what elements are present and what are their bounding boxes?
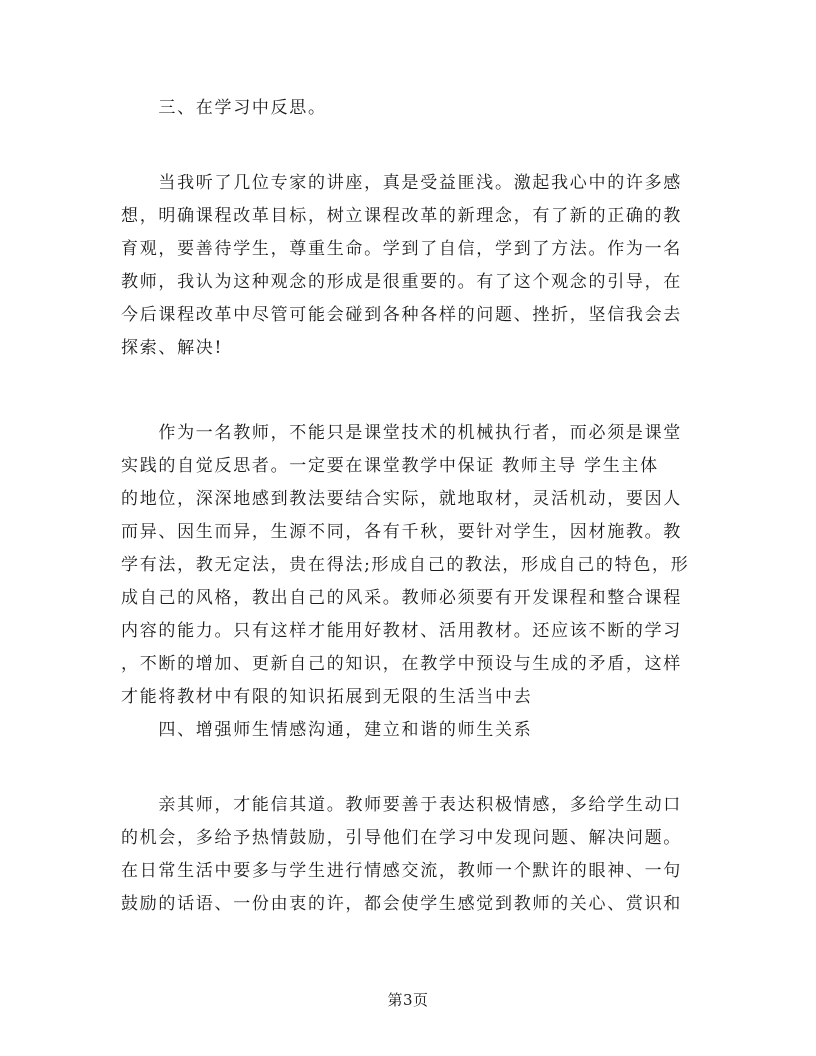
paragraph-line: 而异、因生而异，生源不同，各有千秋，要针对学生，因材施教。教 (121, 522, 682, 542)
paragraph-line: 作为一名教师，不能只是课堂技术的机械执行者，而必须是课堂 (121, 423, 682, 443)
section-heading-4: 四、增强师生情感沟通，建立和谐的师生关系 (121, 720, 533, 740)
paragraph-line: 的地位，深深地感到教法要结合实际，就地取材，灵活机动，要因人 (121, 489, 682, 509)
paragraph-line: 内容的能力。只有这样才能用好教材、活用教材。还应该不断的学习 (121, 621, 682, 641)
section-heading-3: 三、在学习中反思。 (121, 98, 327, 118)
paragraph-line: 学有法，教无定法，贵在得法;形成自己的教法，形成自己的特色，形 (121, 555, 690, 575)
paragraph-line: 教师，我认为这种观念的形成是很重要的。有了这个观念的引导，在 (121, 272, 682, 292)
paragraph-line: 亲其师，才能信其道。教师要善于表达积极情感，多给学生动口 (121, 795, 682, 815)
paragraph-line: 想，明确课程改革目标，树立课程改革的新理念，有了新的正确的教 (121, 206, 682, 226)
paragraph-line: 才能将教材中有限的知识拓展到无限的生活当中去 (121, 687, 533, 707)
paragraph-line: 今后课程改革中尽管可能会碰到各种各样的问题、挫折，坚信我会去 (121, 305, 682, 325)
paragraph-line: 成自己的风格，教出自己的风采。教师必须要有开发课程和整合课程 (121, 588, 682, 608)
paragraph-line: 在日常生活中要多与学生进行情感交流，教师一个默许的眼神、一句 (121, 861, 682, 881)
paragraph-line: ，不断的增加、更新自己的知识，在教学中预设与生成的矛盾，这样 (121, 654, 682, 674)
paragraph-line: 育观，要善待学生，尊重生命。学到了自信，学到了方法。作为一名 (121, 239, 682, 259)
paragraph-line: 鼓励的话语、一份由衷的许，都会使学生感觉到教师的关心、赏识和 (121, 894, 682, 914)
page-number: 第3页 (387, 991, 429, 1009)
paragraph-line: 当我听了几位专家的讲座，真是受益匪浅。激起我心中的许多感 (121, 173, 682, 193)
paragraph-line: 探索、解决! (121, 338, 224, 358)
paragraph-line: 的机会，多给予热情鼓励，引导他们在学习中发现问题、解决问题。 (121, 828, 682, 848)
paragraph-line: 实践的自觉反思者。一定要在课堂教学中保证 教师主导 学生主体 (121, 456, 659, 476)
